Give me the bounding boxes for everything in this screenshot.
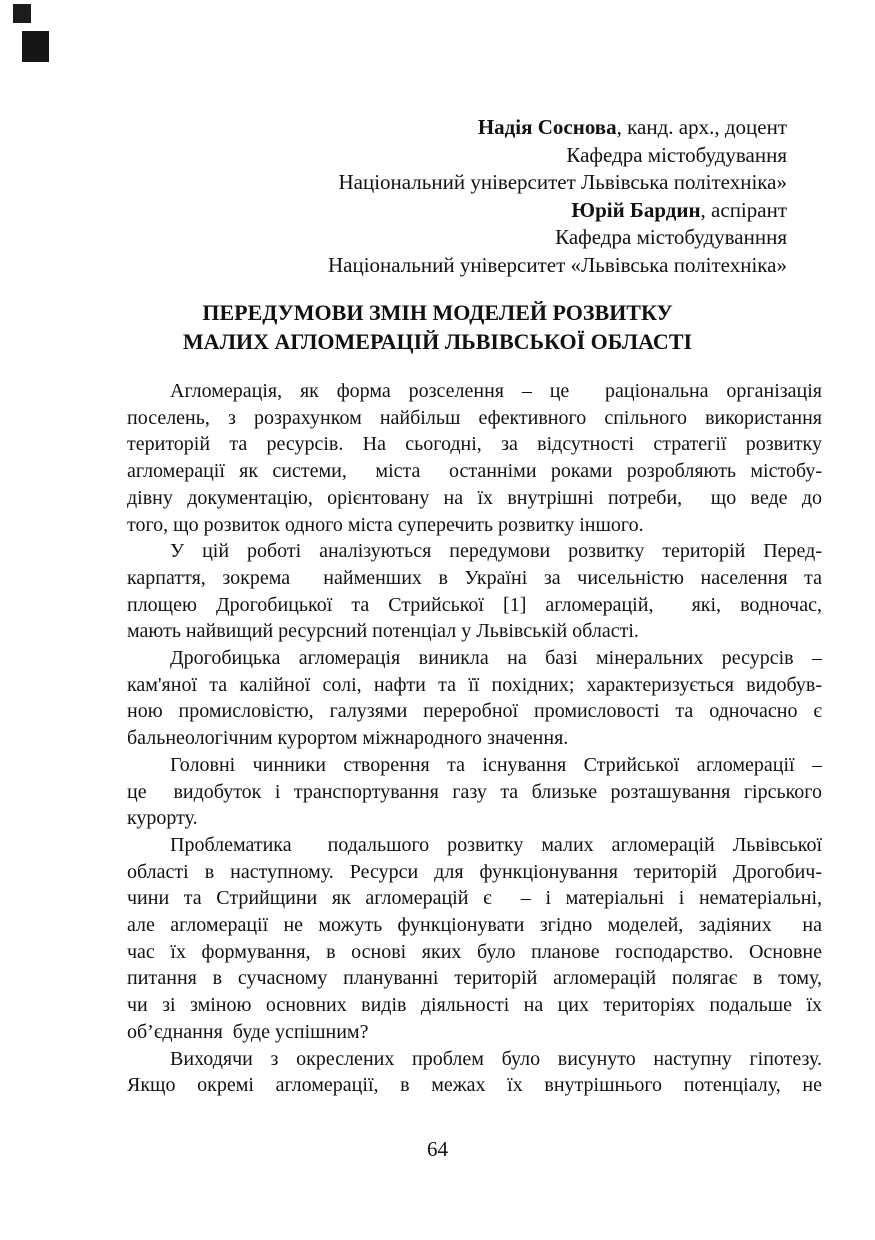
text-line: кам'яної та калійної солі, нафти та її похідних; характеризується видобув- bbox=[127, 673, 822, 696]
text-line: Агломерація, як форма розселення – це раціональна організація bbox=[170, 380, 822, 402]
text-line: територій та ресурсів. На сьогодні, за відсутності стратегії розвитку bbox=[127, 433, 822, 456]
author-line: Юрій Бардин, аспірант bbox=[571, 197, 787, 222]
paragraph bbox=[127, 538, 822, 645]
text-line: області в наступному. Ресурси для функціонування територій Дрогобич- bbox=[127, 860, 822, 883]
paragraph bbox=[127, 752, 822, 832]
scan-artifact-top bbox=[13, 4, 31, 23]
text-line: агломерації як системи, міста останніми роками розробляють містобу- bbox=[127, 460, 822, 483]
text-line: Виходячи з окреслених проблем було висунуто наступну гіпотезу. bbox=[170, 1047, 822, 1070]
text-line: того, що розвиток одного міста суперечить розвитку іншого. bbox=[127, 513, 644, 536]
text-line: чини та Стрийщини як агломерацій є – і матеріальні і нематеріальні, bbox=[127, 887, 822, 910]
text-line: ною промисловістю, галузями переробної промисловості та одночасно є bbox=[127, 700, 822, 723]
paragraph bbox=[127, 832, 822, 1046]
text-line: Дрогобицька агломерація виникла на базі мінеральних ресурсів – bbox=[170, 647, 822, 670]
page-title bbox=[0, 299, 875, 356]
author-line: Національний університет Львівська політехніка» bbox=[338, 170, 787, 194]
text-line: мають найвищий ресурсний потенціал у Львівській області. bbox=[127, 620, 639, 643]
text-line: Проблематика подальшого розвитку малих агломерацій Львівської bbox=[170, 833, 822, 856]
text-line: чи зі зміною основних видів діяльності на цих територіях подальше їх bbox=[127, 994, 822, 1017]
author-line: Національний університет «Львівська політехніка» bbox=[328, 252, 787, 277]
page-number: 64 bbox=[427, 1137, 448, 1161]
author-block bbox=[127, 114, 787, 279]
text-line: питання в сучасному плануванні територій агломерацій полягає в тому, bbox=[127, 967, 822, 990]
paragraph bbox=[127, 645, 822, 752]
text-line: бальнеологічним курортом міжнародного значення. bbox=[127, 727, 569, 750]
body-text bbox=[127, 378, 822, 1099]
text-line: Головні чинники створення та існування Стрийської агломерації – bbox=[170, 753, 822, 776]
text-line: карпаття, зокрема найменших в Україні за чисельністю населення та bbox=[127, 566, 822, 589]
text-line: Якщо окремі агломерації, в межах їх внутрішнього потенціалу, не bbox=[127, 1074, 822, 1097]
text-line: курорту. bbox=[127, 807, 198, 830]
paragraph bbox=[127, 1046, 822, 1099]
text-line: площею Дрогобицької та Стрийської [1] агломерацій, які, водночас, bbox=[127, 593, 822, 616]
text-line: це видобуток і транспортування газу та близьке розташування гірського bbox=[127, 780, 822, 803]
text-line: об’єднання буде успішним? bbox=[127, 1020, 369, 1043]
title-line-1: ПЕРЕДУМОВИ ЗМІН МОДЕЛЕЙ РОЗВИТКУ bbox=[202, 300, 673, 325]
author-line: Кафедра містобудуванння bbox=[555, 225, 787, 249]
text-line: але агломерації не можуть функціонувати згідно моделей, задіяних на bbox=[127, 914, 822, 937]
author-line: Надія Соснова, канд. арх., доцент bbox=[477, 115, 787, 139]
scan-artifact-bottom bbox=[22, 31, 49, 62]
title-line-2: МАЛИХ АГЛОМЕРАЦІЙ ЛЬВІВСЬКОЇ ОБЛАСТІ bbox=[182, 328, 693, 354]
text-line: У цій роботі аналізуються передумови розвитку територій Перед- bbox=[170, 540, 822, 563]
paragraph bbox=[127, 378, 822, 538]
text-line: час їх формування, в основі яких було планове господарство. Основне bbox=[127, 940, 822, 963]
author-line: Кафедра містобудування bbox=[566, 142, 787, 167]
text-line: поселень, з розрахунком найбільш ефективного спільного використання bbox=[127, 406, 822, 429]
text-line: дівну документацію, орієнтовану на їх внутрішні потреби, що веде до bbox=[127, 486, 822, 509]
